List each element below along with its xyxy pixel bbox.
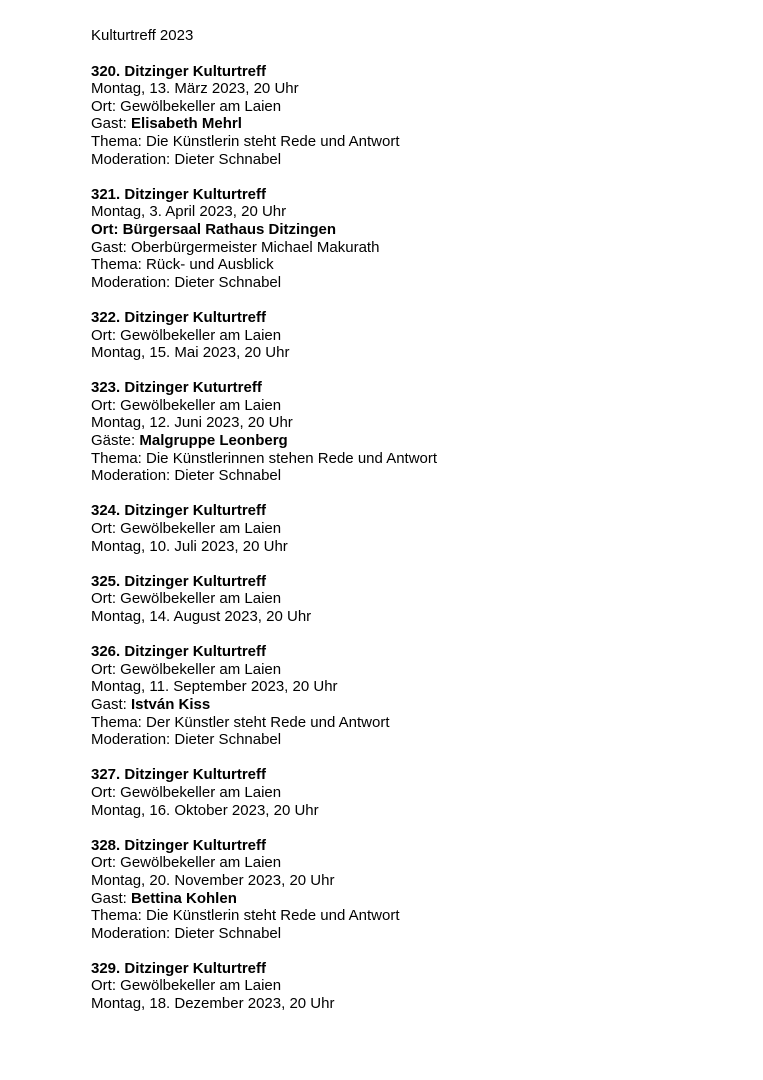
event-heading: 327. Ditzinger Kulturtreff <box>91 766 267 784</box>
detail-text: Gast: <box>91 695 132 713</box>
detail-text: Thema: Die Künstlerin steht Rede und Antwort <box>91 132 400 150</box>
event-block <box>91 186 731 292</box>
guest-name: Elisabeth Mehrl <box>131 115 242 133</box>
event-detail-line <box>91 872 731 890</box>
detail-text: Moderation: Dieter Schnabel <box>91 273 282 291</box>
detail-text: Thema: Der Künstler steht Rede und Antwort <box>91 713 390 731</box>
guest-name: Bettina Kohlen <box>131 889 237 907</box>
event-detail-line <box>91 714 731 732</box>
event-detail-line <box>91 538 731 556</box>
event-block <box>91 960 731 1013</box>
event-block <box>91 837 731 943</box>
detail-text: Montag, 10. Juli 2023, 20 Uhr <box>91 537 288 555</box>
detail-text: Gäste: <box>91 432 140 450</box>
detail-text: Montag, 16. Oktober 2023, 20 Uhr <box>91 801 319 819</box>
detail-text: Gast: Oberbürgermeister Michael Makurath <box>91 238 380 256</box>
detail-text: Montag, 13. März 2023, 20 Uhr <box>91 80 299 98</box>
event-detail-line <box>91 696 731 714</box>
event-block <box>91 643 731 749</box>
detail-text: Ort: Gewölbekeller am Laien <box>91 97 282 115</box>
detail-text: Montag, 18. Dezember 2023, 20 Uhr <box>91 995 335 1013</box>
event-detail-line <box>91 414 731 432</box>
detail-text: Thema: Die Künstlerinnen stehen Rede und Antwort <box>91 449 438 467</box>
guest-name: Malgruppe Leonberg <box>139 432 288 450</box>
event-detail-line <box>91 784 731 802</box>
event-heading: 320. Ditzinger Kulturtreff <box>91 62 267 80</box>
event-detail-line <box>91 221 731 239</box>
detail-text: Montag, 11. September 2023, 20 Uhr <box>91 678 338 696</box>
event-block <box>91 63 731 169</box>
event-detail-line <box>91 80 731 98</box>
event-detail-line <box>91 907 731 925</box>
event-heading: 329. Ditzinger Kulturtreff <box>91 959 267 977</box>
event-detail-line <box>91 239 731 257</box>
document-page <box>91 27 731 1030</box>
detail-text: Moderation: Dieter Schnabel <box>91 467 282 485</box>
detail-text: Ort: Gewölbekeller am Laien <box>91 660 282 678</box>
event-detail-line <box>91 890 731 908</box>
detail-text: Ort: Gewölbekeller am Laien <box>91 590 282 608</box>
event-detail-line <box>91 432 731 450</box>
detail-text: Montag, 14. August 2023, 20 Uhr <box>91 608 312 625</box>
detail-text: Montag, 3. April 2023, 20 Uhr <box>91 203 287 221</box>
event-heading: 326. Ditzinger Kulturtreff <box>91 643 267 661</box>
detail-text: Ort: Gewölbekeller am Laien <box>91 396 282 414</box>
event-detail-line <box>91 115 731 133</box>
event-heading: 322. Ditzinger Kulturtreff <box>91 308 267 326</box>
event-detail-line <box>91 802 731 820</box>
event-detail-line <box>91 274 731 292</box>
guest-name: István Kiss <box>131 695 211 713</box>
detail-text: Ort: Gewölbekeller am Laien <box>91 520 282 538</box>
event-detail-line <box>91 854 731 872</box>
event-list <box>91 63 731 1013</box>
detail-text: Gast: <box>91 115 132 133</box>
event-detail-line <box>91 98 731 116</box>
event-heading: 323. Ditzinger Kuturtreff <box>91 379 262 397</box>
event-detail-line <box>91 977 731 995</box>
detail-text: Montag, 20. November 2023, 20 Uhr <box>91 871 335 889</box>
event-detail-line <box>91 151 731 169</box>
detail-text: Montag, 15. Mai 2023, 20 Uhr <box>91 344 290 362</box>
detail-text: Moderation: Dieter Schnabel <box>91 731 282 749</box>
event-detail-line <box>91 925 731 943</box>
event-detail-line <box>91 520 731 538</box>
event-detail-line <box>91 661 731 679</box>
detail-text: Ort: Gewölbekeller am Laien <box>91 326 282 344</box>
event-detail-line <box>91 608 731 626</box>
detail-text: Moderation: Dieter Schnabel <box>91 924 282 942</box>
document-title: Kulturtreff 2023 <box>91 27 194 44</box>
detail-text: Ort: Gewölbekeller am Laien <box>91 977 282 995</box>
event-detail-line <box>91 995 731 1013</box>
detail-text: Montag, 12. Juni 2023, 20 Uhr <box>91 414 293 432</box>
event-block <box>91 309 731 362</box>
detail-text: Moderation: Dieter Schnabel <box>91 150 282 168</box>
venue-highlight: Ort: Bürgersaal Rathaus Ditzingen <box>91 220 337 238</box>
event-detail-line <box>91 344 731 362</box>
event-detail-line <box>91 731 731 749</box>
detail-text: Ort: Gewölbekeller am Laien <box>91 854 282 872</box>
event-heading: 321. Ditzinger Kulturtreff <box>91 185 267 203</box>
event-block <box>91 766 731 819</box>
detail-text: Thema: Rück- und Ausblick <box>91 256 274 274</box>
event-block <box>91 379 731 485</box>
event-detail-line <box>91 203 731 221</box>
event-detail-line <box>91 133 731 151</box>
event-detail-line <box>91 678 731 696</box>
event-heading: 324. Ditzinger Kulturtreff <box>91 502 267 520</box>
event-heading: 325. Ditzinger Kulturtreff <box>91 572 267 590</box>
event-block <box>91 502 731 555</box>
event-heading: 328. Ditzinger Kulturtreff <box>91 836 267 854</box>
detail-text: Ort: Gewölbekeller am Laien <box>91 783 282 801</box>
event-block <box>91 573 731 626</box>
event-detail-line <box>91 327 731 345</box>
event-detail-line <box>91 256 731 274</box>
event-detail-line <box>91 397 731 415</box>
event-detail-line <box>91 450 731 468</box>
event-detail-line <box>91 590 731 608</box>
detail-text: Thema: Die Künstlerin steht Rede und Antwort <box>91 907 400 925</box>
event-detail-line <box>91 467 731 485</box>
detail-text: Gast: <box>91 889 132 907</box>
